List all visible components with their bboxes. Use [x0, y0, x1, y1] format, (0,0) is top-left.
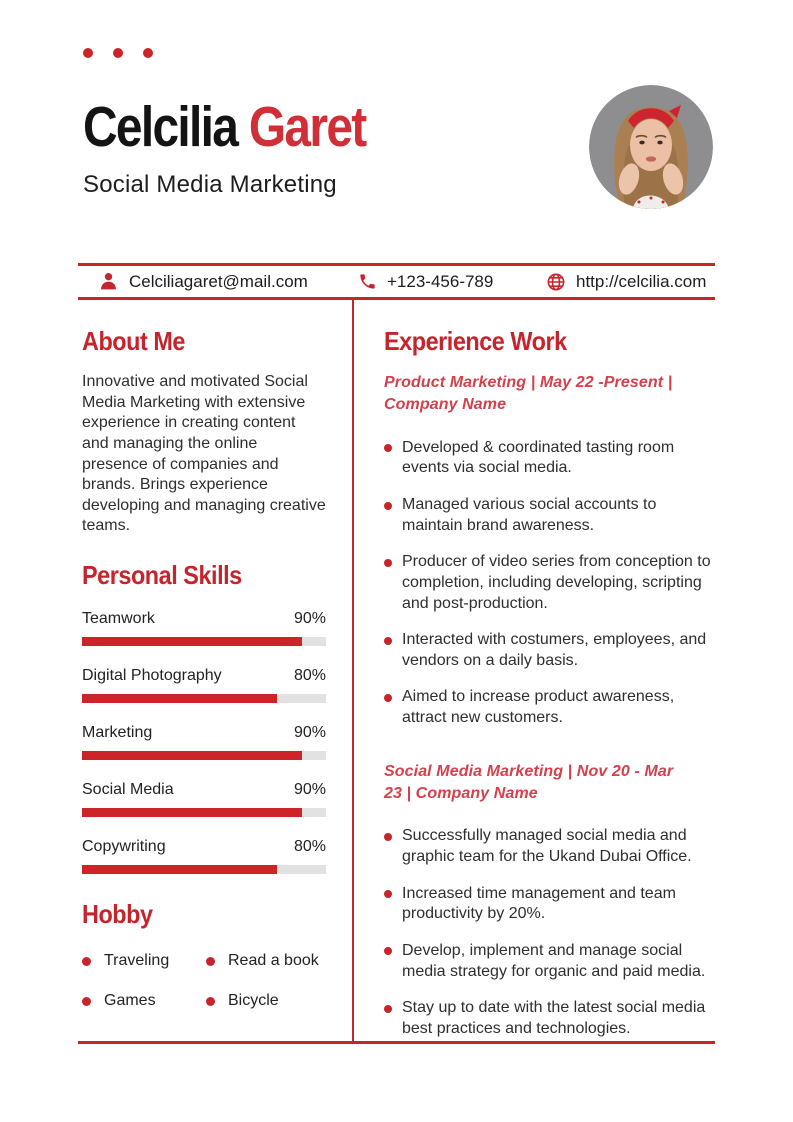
- hobby-item: [206, 952, 326, 970]
- bullet-item: Developed & coordinated tasting room events via social media.: [384, 438, 713, 479]
- bullet-item: Stay up to date with the latest social media best practices and technologies.: [384, 998, 713, 1039]
- skill-bar-track: [82, 865, 326, 874]
- skill-bar-fill: [82, 694, 277, 703]
- decorative-dots: [83, 48, 153, 58]
- hobby-heading: Hobby: [82, 899, 153, 929]
- skill-row: [82, 667, 326, 703]
- skills-list: [82, 610, 326, 874]
- profile-photo-illustration: [589, 85, 713, 209]
- contact-website[interactable]: [546, 272, 706, 292]
- hobby-label: Read a book: [228, 952, 319, 969]
- bullet-dot-icon: [206, 997, 215, 1006]
- skill-label: Copywriting: [82, 838, 166, 855]
- bullet-dot-icon: [82, 957, 91, 966]
- person-icon: [98, 271, 119, 292]
- about-heading: About Me: [82, 326, 185, 356]
- job-title: Product Marketing | May 22 -Present | Company Name: [384, 374, 673, 414]
- bullet-item: Interacted with costumers, employees, and vendors on a daily basis.: [384, 630, 713, 671]
- main-columns: [78, 300, 715, 1044]
- header: [83, 96, 419, 199]
- job-bullets: [384, 438, 713, 729]
- contact-email[interactable]: [98, 271, 358, 292]
- contact-bar: [78, 263, 715, 300]
- hobby-label: Games: [104, 992, 156, 1009]
- skill-row: [82, 724, 326, 760]
- about-text: Innovative and motivated Social Media Marketing with extensive experience in creating content and managing the online presence of companies and brands. Brings experience developing and managing creative teams.: [82, 373, 326, 535]
- left-column: [78, 300, 354, 1041]
- right-column: [354, 300, 715, 1041]
- dot-icon: [113, 48, 123, 58]
- phone-icon: [358, 272, 377, 291]
- bullet-item: Producer of video series from conception to completion, including developing, scripting and post-production.: [384, 552, 713, 614]
- email-text: Celciliagaret@mail.com: [129, 271, 308, 291]
- skill-row: [82, 610, 326, 646]
- skills-heading: Personal Skills: [82, 560, 242, 590]
- job-title: Social Media Marketing | Nov 20 - Mar 23 | Company Name: [384, 762, 674, 803]
- skill-bar-fill: [82, 637, 302, 646]
- bullet-item: Successfully managed social media and graphic team for the Ukand Dubai Office.: [384, 826, 713, 867]
- website-text: http://celcilia.com: [576, 271, 707, 291]
- skill-label: Marketing: [82, 724, 153, 741]
- skill-label: Social Media: [82, 781, 174, 798]
- first-name: Celcilia: [83, 95, 238, 159]
- bullet-item: Aimed to increase product awareness, attract new customers.: [384, 687, 713, 728]
- job-bullets: [384, 826, 713, 1039]
- avatar: [589, 85, 713, 209]
- last-name: Garet: [248, 95, 366, 159]
- globe-icon: [546, 272, 566, 292]
- hobby-item: [206, 992, 326, 1010]
- skill-bar-track: [82, 637, 326, 646]
- skill-percent: 90%: [293, 781, 326, 798]
- experience-heading: Experience Work: [384, 326, 567, 356]
- skill-bar-track: [82, 694, 326, 703]
- skill-bar-fill: [82, 808, 302, 817]
- page-title: [83, 96, 366, 159]
- skill-bar-track: [82, 751, 326, 760]
- bullet-dot-icon: [206, 957, 215, 966]
- skill-row: [82, 781, 326, 817]
- skill-percent: 90%: [293, 610, 326, 627]
- dot-icon: [83, 48, 93, 58]
- skill-label: Teamwork: [82, 610, 155, 627]
- dot-icon: [143, 48, 153, 58]
- skill-row: [82, 838, 326, 874]
- skill-percent: 80%: [293, 667, 326, 684]
- bullet-dot-icon: [82, 997, 91, 1006]
- hobby-label: Traveling: [104, 952, 170, 969]
- skill-percent: 80%: [293, 838, 326, 855]
- bullet-item: Managed various social accounts to maintain brand awareness.: [384, 495, 713, 536]
- bullet-item: Increased time management and team productivity by 20%.: [384, 884, 713, 925]
- skill-percent: 90%: [293, 724, 326, 741]
- skill-bar-fill: [82, 751, 302, 760]
- phone-text: +123-456-789: [387, 271, 494, 291]
- hobby-item: [82, 992, 206, 1010]
- job-subtitle: Social Media Marketing: [83, 170, 337, 198]
- skill-bar-fill: [82, 865, 277, 874]
- hobby-list: [82, 952, 326, 1010]
- skill-label: Digital Photography: [82, 667, 222, 684]
- hobby-item: [82, 952, 206, 970]
- contact-phone[interactable]: [358, 272, 546, 292]
- hobby-label: Bicycle: [228, 992, 279, 1009]
- skill-bar-track: [82, 808, 326, 817]
- bullet-item: Develop, implement and manage social media strategy for organic and paid media.: [384, 941, 713, 982]
